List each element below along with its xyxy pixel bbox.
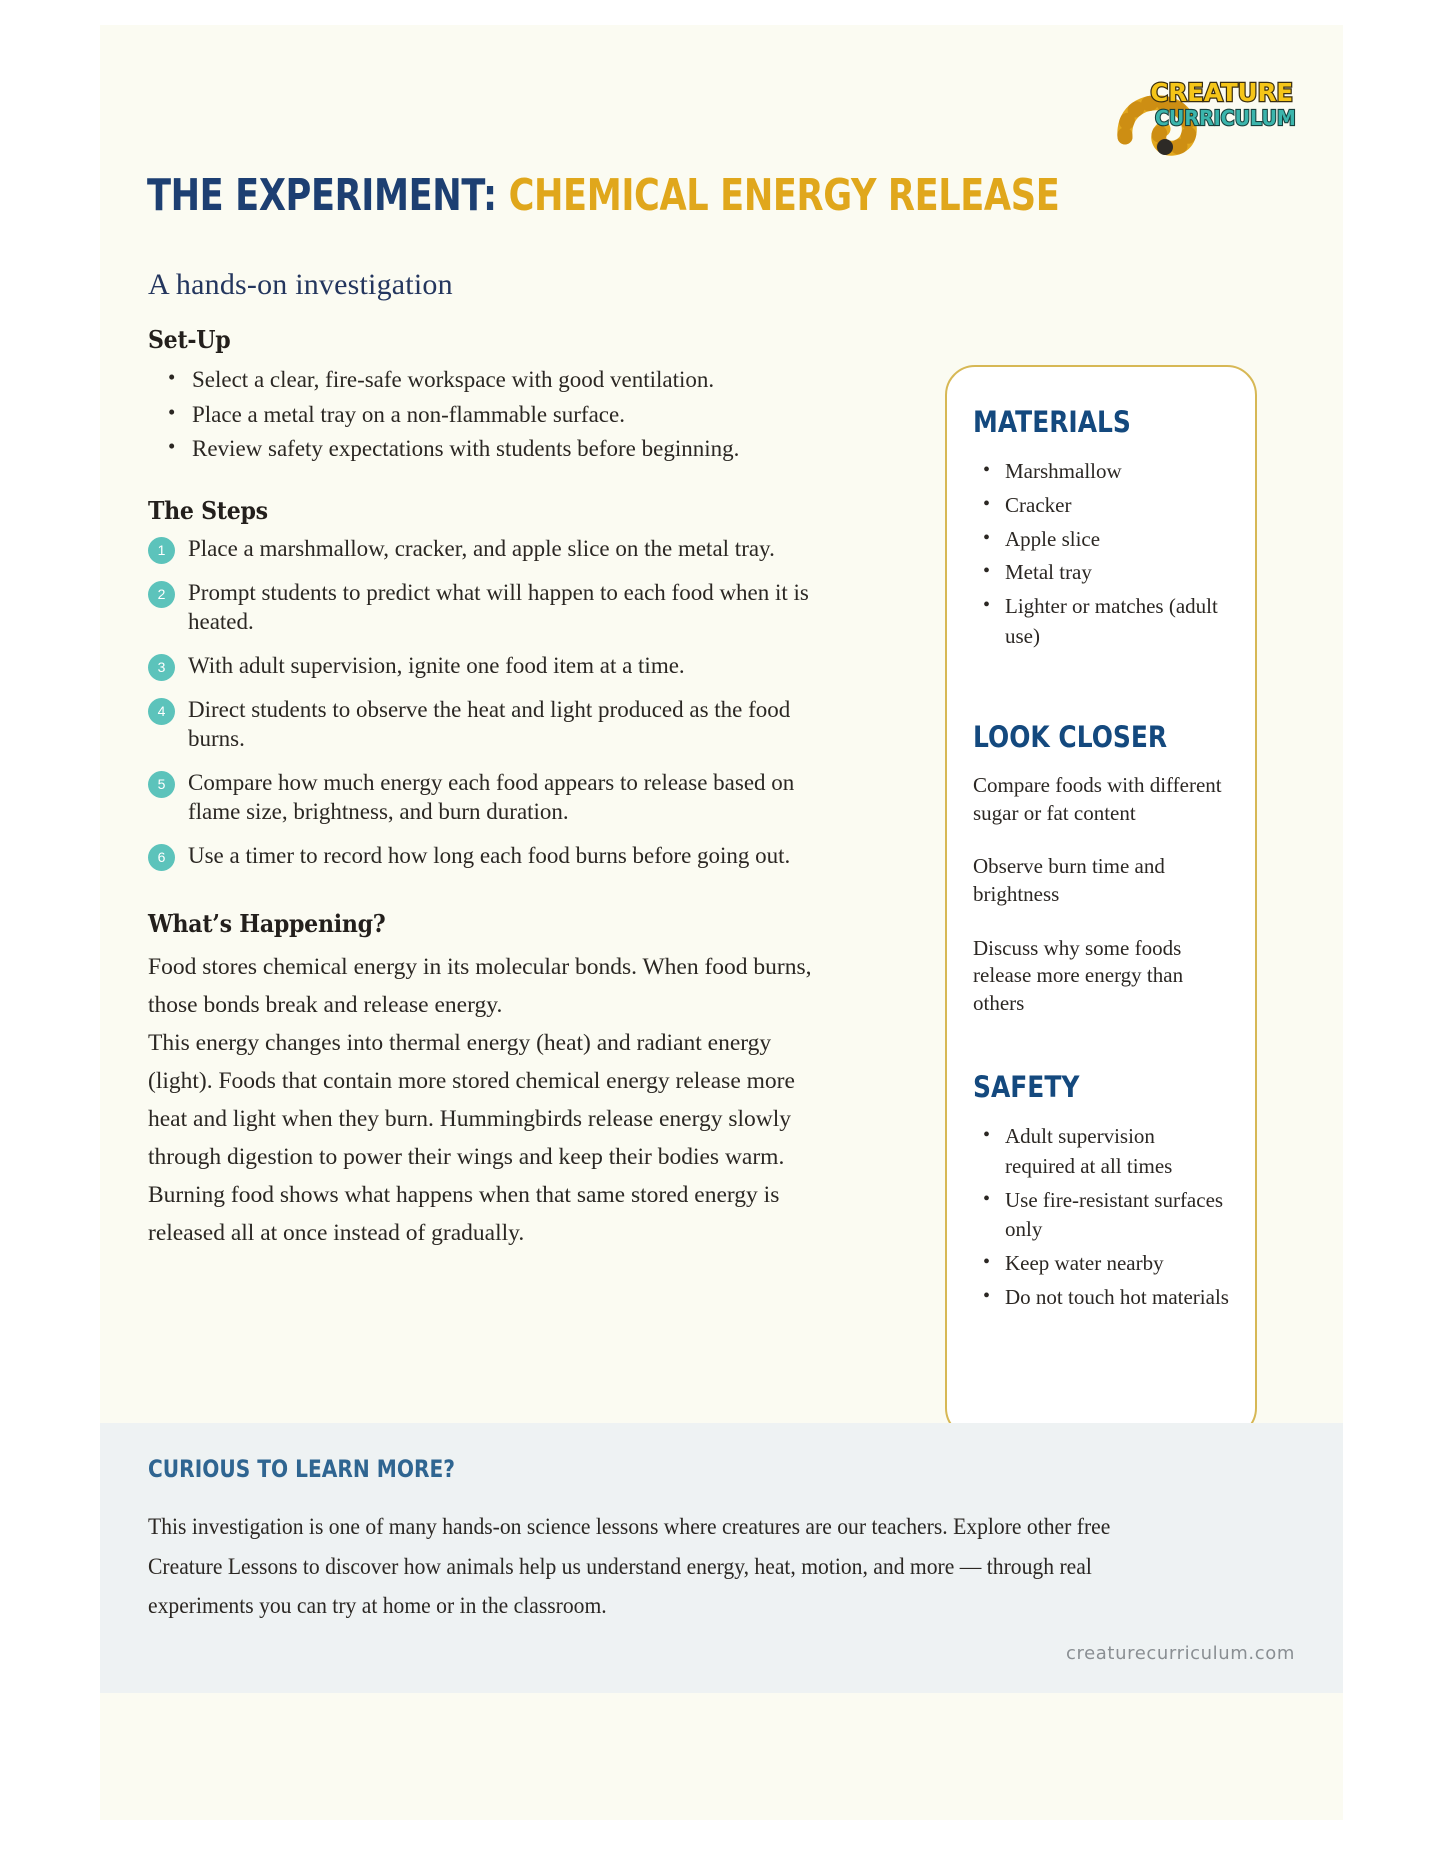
step-text: Compare how much energy each food appears to release based on flame size, brightness, and burn duration. — [188, 769, 795, 824]
sidebar-card — [945, 365, 1257, 1438]
look-closer-item: Discuss why some foods release more energy than others — [973, 935, 1184, 1016]
list-item: • Place a metal tray on a non-flammable surface. — [192, 399, 828, 432]
list-item: • Select a clear, fire-safe workspace with good ventilation. — [192, 364, 828, 397]
step-number-badge: 6 — [148, 844, 175, 871]
footer-heading: CURIOUS TO LEARN MORE? — [148, 1455, 455, 1483]
list-item: • Review safety expectations with students before beginning. — [192, 433, 828, 466]
section-spacer — [973, 656, 1229, 720]
logo-artwork — [1117, 63, 1307, 159]
section-spacer — [973, 1018, 1229, 1070]
look-closer-item: Compare foods with different sugar or fat content — [973, 772, 1222, 825]
page-title — [147, 170, 1075, 221]
step-text: Direct students to observe the heat and light produced as the food burns. — [188, 696, 791, 751]
list-item: • Adult supervision required at all times — [1005, 1122, 1229, 1182]
title-prefix: THE EXPERIMENT: — [147, 170, 497, 221]
steps-list — [148, 535, 828, 871]
step-item — [148, 842, 828, 871]
materials-list — [973, 457, 1229, 652]
creature-curriculum-logo — [1117, 63, 1307, 159]
footer-band — [100, 1423, 1343, 1693]
step-text: Place a marshmallow, cracker, and apple slice on the metal tray. — [188, 535, 775, 561]
safety-section — [973, 1070, 1229, 1313]
safety-heading: SAFETY — [973, 1069, 1080, 1104]
list-item: • Use fire-resistant surfaces only — [1005, 1186, 1229, 1246]
step-item — [148, 579, 828, 637]
step-item — [148, 652, 828, 681]
title-highlight: CHEMICAL ENERGY RELEASE — [508, 170, 1060, 221]
list-item: • Metal tray — [1005, 558, 1229, 588]
list-item: • Marshmallow — [1005, 457, 1229, 487]
step-number-badge: 3 — [148, 654, 175, 681]
whats-happening-paragraph-2: This energy changes into thermal energy (heat) and radiant energy (light). Foods that contain more stored chemical energy release more heat and light when they burn. Hummingbirds release energy slowly through digestion to power their wings and keep their bodies warm. Burning food shows what happens when that same stored energy is released all at once instead of gradually. — [148, 1029, 795, 1247]
document-page — [100, 25, 1343, 1820]
main-content-column — [148, 325, 828, 1252]
steps-heading: The Steps — [148, 495, 268, 525]
list-item: • Do not touch hot materials — [1005, 1283, 1229, 1313]
list-item: • Lighter or matches (adult use) — [1005, 592, 1229, 652]
step-text: Use a timer to record how long each food burns before going out. — [188, 842, 791, 868]
whats-happening-section — [148, 909, 828, 1253]
footer-website-url[interactable]: creaturecurriculum.com — [1066, 1643, 1295, 1664]
setup-heading: Set-Up — [148, 325, 231, 354]
look-closer-section — [973, 720, 1229, 1018]
step-number-badge: 2 — [148, 581, 175, 608]
look-closer-item: Observe burn time and brightness — [973, 854, 1165, 907]
whats-happening-heading: What’s Happening? — [148, 908, 386, 938]
materials-heading: MATERIALS — [973, 405, 1131, 439]
step-number-badge: 5 — [148, 771, 175, 798]
logo-word-curriculum: CURRICULUM — [1155, 106, 1296, 131]
safety-list — [973, 1122, 1229, 1313]
step-text: Prompt students to predict what will happen to each food when it is heated. — [188, 579, 809, 634]
step-number-badge: 4 — [148, 698, 175, 725]
look-closer-heading: LOOK CLOSER — [973, 719, 1168, 754]
step-number-badge: 1 — [148, 537, 175, 564]
materials-section — [973, 405, 1229, 652]
step-item — [148, 535, 828, 564]
tail-tip — [1157, 139, 1173, 155]
step-item — [148, 769, 828, 827]
whats-happening-paragraph-1: Food stores chemical energy in its molecular bonds. When food burns, those bonds break and release energy. — [148, 953, 812, 1018]
footer-body: This investigation is one of many hands-on science lessons where creatures are our teachers. Explore other free Creature Lessons to discover how animals help us understand energy, heat, motion, and more — through real experiments you can try at home or in the classroom. — [148, 1514, 1111, 1619]
page-subtitle: A hands-on investigation — [148, 268, 453, 301]
list-item: • Cracker — [1005, 491, 1229, 521]
logo-word-creature: CREATURE — [1150, 77, 1294, 108]
list-item: • Keep water nearby — [1005, 1249, 1229, 1279]
step-text: With adult supervision, ignite one food item at a time. — [188, 652, 685, 678]
setup-list — [150, 364, 828, 466]
step-item — [148, 696, 828, 754]
list-item: • Apple slice — [1005, 525, 1229, 555]
